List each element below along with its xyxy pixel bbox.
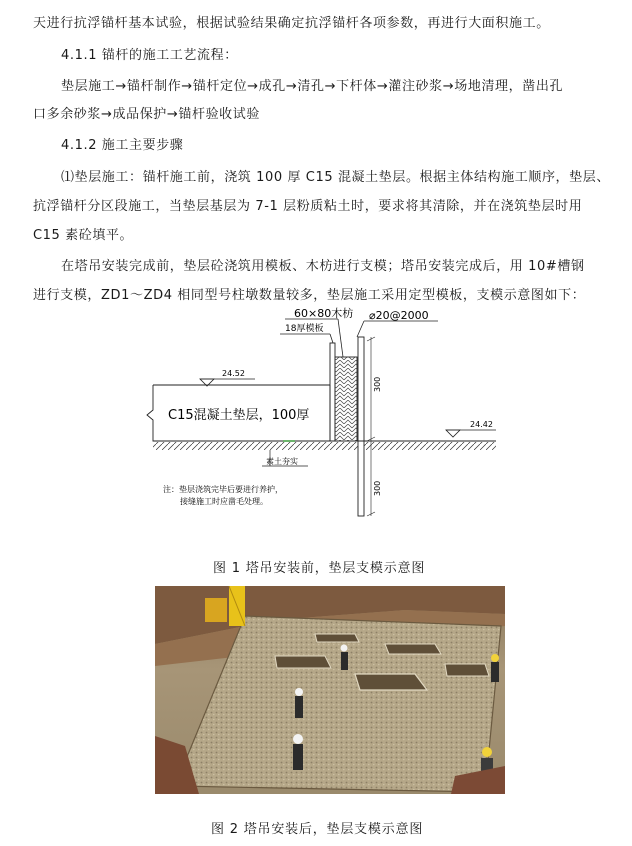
ground-hatch-left <box>153 442 358 450</box>
formwork-board <box>330 343 335 441</box>
note-line1: 注：垫层浇筑完毕后要进行养护， <box>163 485 283 494</box>
step1-line3: C15 素砼填平。 <box>33 228 134 243</box>
label-slab: C15混凝土垫层，100厚 <box>168 408 310 423</box>
steel-rod <box>358 337 364 516</box>
label-level-right: 24.42 <box>470 420 493 429</box>
label-level-left: 24.52 <box>222 369 245 378</box>
label-soil: 素土夯实 <box>266 457 298 466</box>
figure1-caption: 图 1 塔吊安装前，垫层支模示意图 <box>213 561 426 576</box>
label-board: 18厚模板 <box>285 324 324 334</box>
dimension-lower: 300 <box>373 480 382 496</box>
heading-4-1-2: 4.1.2 施工主要步骤 <box>61 138 184 153</box>
wood-batten <box>335 357 357 441</box>
step1-line1: ⑴垫层施工：锚杆施工前，浇筑 100 厚 C15 混凝土垫层。根据主体结构施工顺序，垫层、 <box>61 170 610 185</box>
ground-hatch-right <box>364 442 496 450</box>
dimension-upper: 300 <box>373 376 382 392</box>
paragraph-continuation: 天进行抗浮锚杆基本试验，根据试验结果确定抗浮锚杆各项参数，再进行大面积施工。 <box>33 16 550 31</box>
figure2-caption: 图 2 塔吊安装后，垫层支模示意图 <box>211 822 424 837</box>
step1-line2: 抗浮锚杆分区段施工，当垫层基层为 7-1 层粉质粘土时，要求将其清除，并在浇筑垫层时用 <box>33 199 583 214</box>
formwork-line1: 在塔吊安装完成前，垫层砼浇筑用模板、木枋进行支模；塔吊安装完成后，用 10#槽钢 <box>61 259 585 274</box>
formwork-line2: 进行支模，ZD1～ZD4 相同型号柱墩数量较多，垫层施工采用定型模板，支模示意图如下： <box>33 288 586 303</box>
process-flow-line1: 垫层施工→锚杆制作→锚杆定位→成孔→清孔→下杆体→灌注砂浆→场地清理，凿出孔 <box>61 79 564 94</box>
process-flow-line2: 口多余砂浆→成品保护→锚杆验收试验 <box>33 107 260 122</box>
label-rebar: ⌀20@2000 <box>369 309 429 322</box>
note-line2: 接缝施工时应凿毛处理。 <box>180 497 268 506</box>
level-marker-right <box>446 430 460 437</box>
site-photo <box>155 586 505 794</box>
heading-4-1-1: 4.1.1 锚杆的施工工艺流程： <box>61 48 238 63</box>
label-wood-batten: 60×80木枋 <box>294 307 354 320</box>
